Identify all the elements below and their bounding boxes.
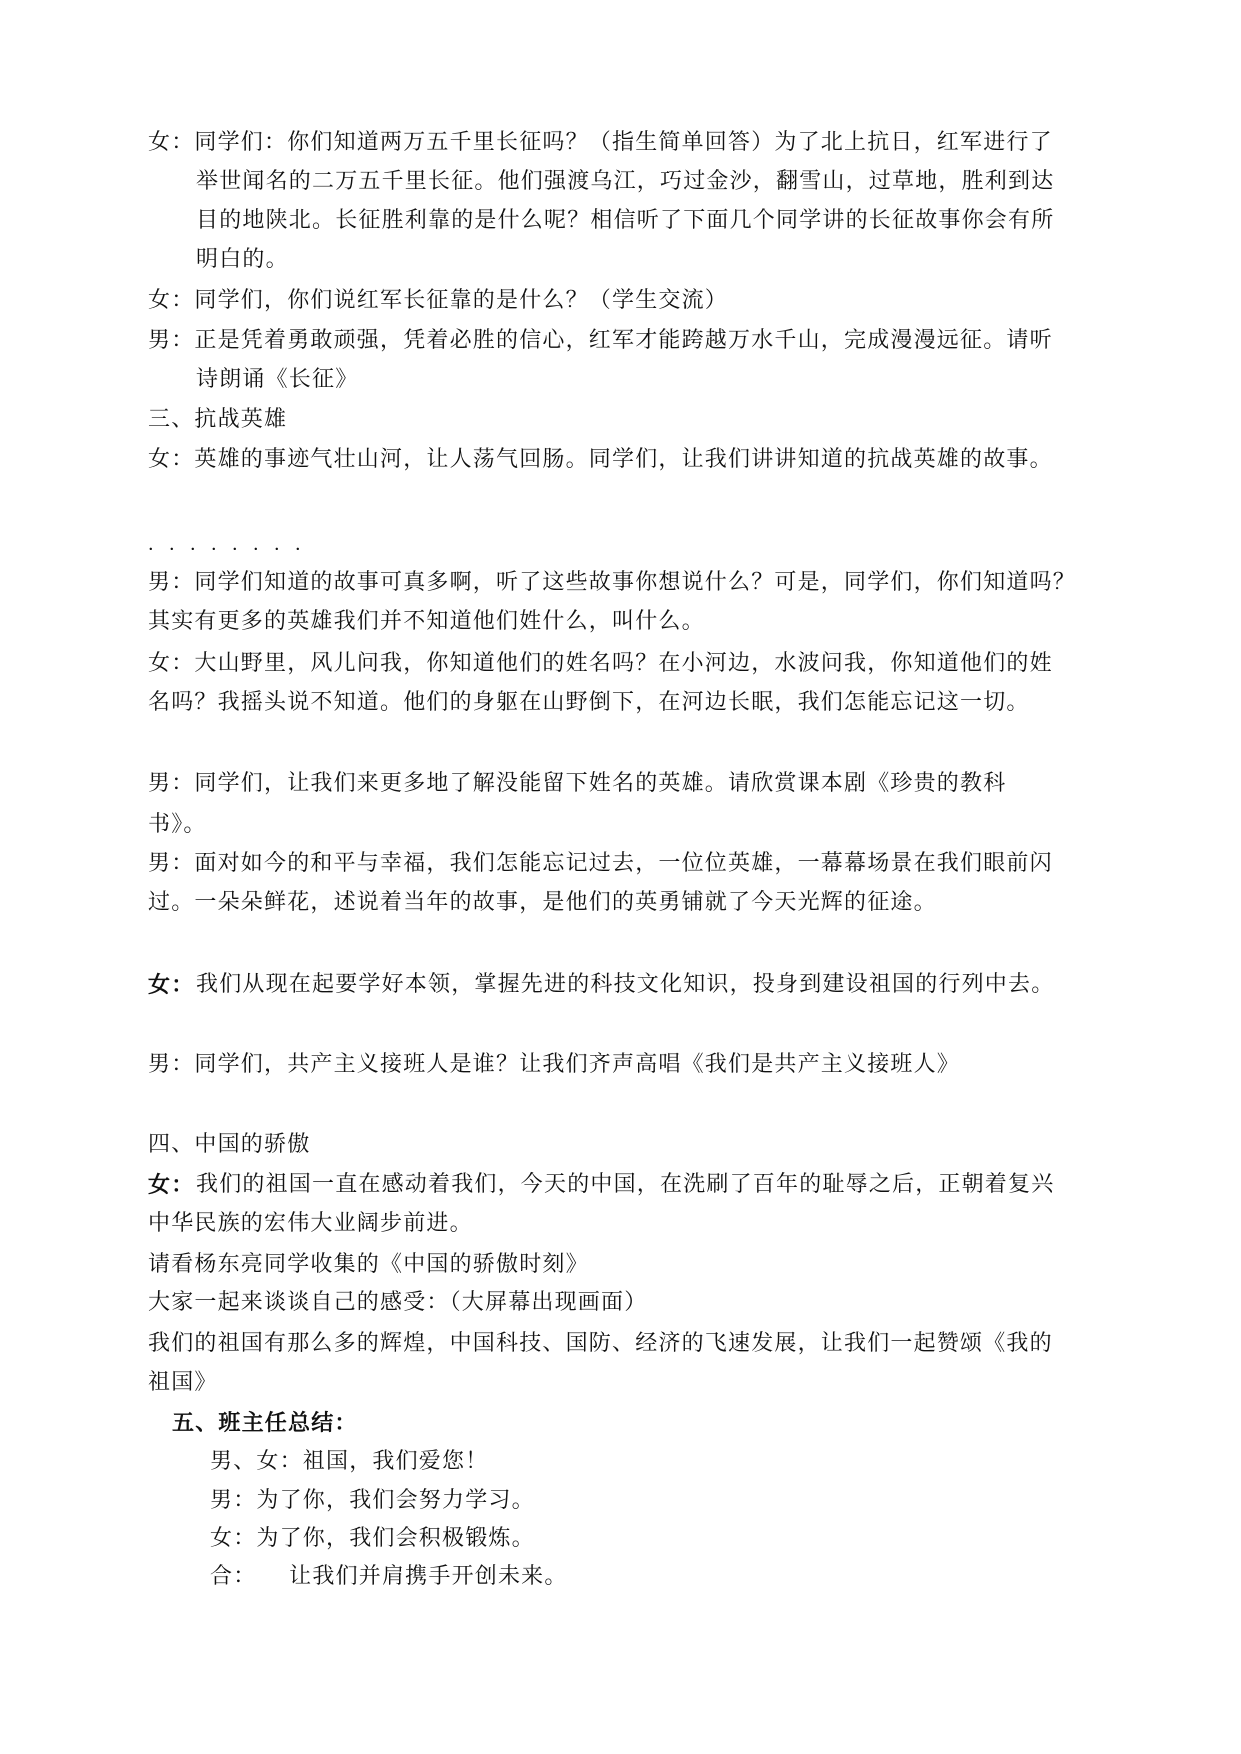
- section-heading: 四、中国的骄傲: [148, 1132, 311, 1157]
- speaker-label: 女：: [148, 1172, 195, 1198]
- text-line: 我们的祖国一直在感动着我们，今天的中国，在洗刷了百年的耻辱之后，正朝着复兴: [196, 1172, 1055, 1197]
- text-line: 男：面对如今的和平与幸福，我们怎能忘记过去，一位位英雄，一幕幕场景在我们眼前闪: [148, 851, 1053, 876]
- text-line: 其实有更多的英雄我们并不知道他们姓什么，叫什么。: [148, 609, 705, 634]
- text-line: 女：英雄的事迹气壮山河，让人荡气回肠。同学们，让我们讲讲知道的抗战英雄的故事。: [148, 447, 1053, 472]
- section-heading: 三、抗战英雄: [148, 407, 288, 432]
- speaker-label: 女：: [148, 972, 195, 998]
- text-line: 明白的。: [196, 247, 289, 272]
- text-line: 女：同学们：你们知道两万五千里长征吗？（指生简单回答）为了北上抗日，红军进行了: [148, 130, 1053, 155]
- text-line: 请看杨东亮同学收集的《中国的骄傲时刻》: [148, 1252, 589, 1277]
- text-line: 祖国》: [148, 1370, 218, 1395]
- text-line: 男、女：祖国，我们爱您！: [210, 1449, 489, 1474]
- text-line: 女：同学们，你们说红军长征靠的是什么？（学生交流）: [148, 288, 729, 313]
- text-line: 我们从现在起要学好本领，掌握先进的科技文化知识，投身到建设祖国的行列中去。: [196, 972, 1055, 997]
- text-line: 合： 让我们并肩携手开创未来。: [210, 1564, 568, 1589]
- text-line: 举世闻名的二万五千里长征。他们强渡乌江，巧过金沙，翻雪山，过草地，胜利到达: [196, 169, 1055, 194]
- ellipsis-dots: ．．．．．．．．: [148, 534, 325, 555]
- text-line: 男：同学们，让我们来更多地了解没能留下姓名的英雄。请欣赏课本剧《珍贵的教科: [148, 771, 1007, 796]
- text-line: 中华民族的宏伟大业阔步前进。: [148, 1211, 473, 1236]
- text-line: 男：同学们，共产主义接班人是谁？让我们齐声高唱《我们是共产主义接班人》: [148, 1052, 961, 1077]
- text-line: 女：大山野里，风儿问我，你知道他们的姓名吗？在小河边，水波问我，你知道他们的姓: [148, 651, 1053, 676]
- text-line: 大家一起来谈谈自己的感受：（大屏幕出现画面）: [148, 1290, 648, 1315]
- text-line: 过。一朵朵鲜花，述说着当年的故事，是他们的英勇铺就了今天光辉的征途。: [148, 890, 937, 915]
- text-line: 书》。: [148, 812, 207, 837]
- text-line: 男：为了你，我们会努力学习。: [210, 1488, 535, 1513]
- text-line: 名吗？我摇头说不知道。他们的身躯在山野倒下，在河边长眠，我们怎能忘记这一切。: [148, 690, 1030, 715]
- text-line: 男：同学们知道的故事可真多啊，听了这些故事你想说什么？可是，同学们，你们知道吗？: [148, 570, 1077, 595]
- text-line: 女：为了你，我们会积极锻炼。: [210, 1526, 535, 1551]
- text-line: 诗朗诵《长征》: [196, 367, 359, 392]
- text-line: 目的地陕北。长征胜利靠的是什么呢？相信听了下面几个同学讲的长征故事你会有所: [196, 208, 1055, 233]
- text-line: 男：正是凭着勇敢顽强，凭着必胜的信心，红军才能跨越万水千山，完成漫漫远征。请听: [148, 328, 1053, 353]
- section-heading: 五、班主任总结：: [172, 1410, 358, 1436]
- text-line: 我们的祖国有那么多的辉煌，中国科技、国防、经济的飞速发展，让我们一起赞颂《我的: [148, 1331, 1053, 1356]
